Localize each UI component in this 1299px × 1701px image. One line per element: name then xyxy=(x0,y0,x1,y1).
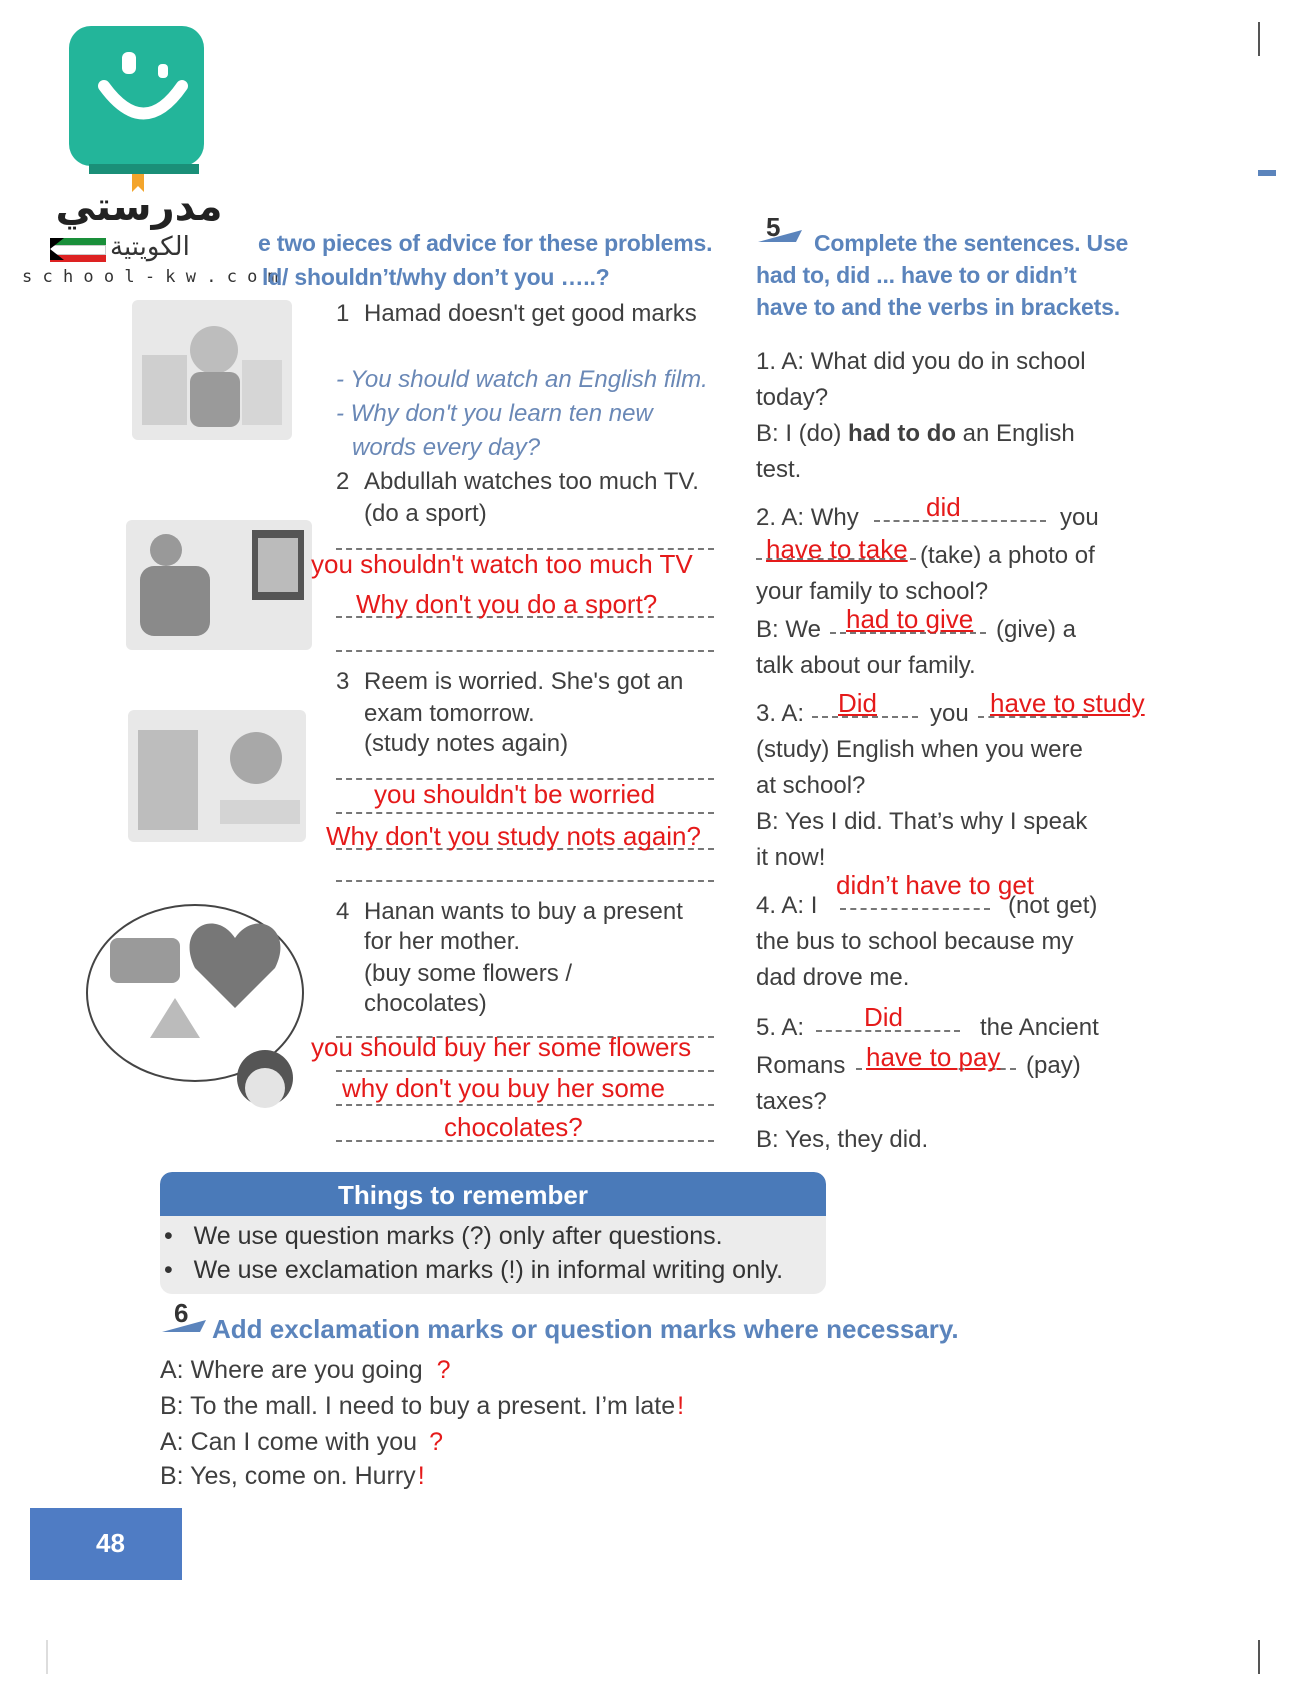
ex4-item2-answer1[interactable]: you shouldn't watch too much TV xyxy=(311,549,693,579)
crop-mark xyxy=(1258,1640,1260,1674)
logo xyxy=(14,24,278,287)
illustration-thought-bubble-gifts xyxy=(80,898,330,1118)
ex5-instruction-1: Complete the sentences. Use xyxy=(814,230,1129,256)
ex5-q2-you: you xyxy=(1060,504,1099,531)
ex5-q4-hint: (not get) xyxy=(1008,892,1098,919)
ex4-item2-answer2[interactable]: Why don't you do a sport? xyxy=(356,589,658,619)
answer-line[interactable] xyxy=(336,1070,714,1072)
ex5-q2-take: (take) a photo of xyxy=(920,542,1095,569)
ex4-item3-text2: exam tomorrow. xyxy=(364,700,535,727)
ex5-q3-a1: 3. A: xyxy=(756,700,805,727)
crop-mark xyxy=(1258,22,1260,56)
ex5-q1-b-bold: had to do xyxy=(848,420,957,447)
ex5-number: 5 xyxy=(766,212,781,242)
ex6-badge xyxy=(160,1300,208,1336)
illustration-boy-tv xyxy=(126,520,312,650)
ex6-line-2-text: B: To the mall. I need to buy a present. I’m late xyxy=(160,1392,676,1420)
remember-bullet-2-text: We use exclamation marks (!) in informal writing only. xyxy=(193,1256,784,1284)
page-number: 48 xyxy=(96,1528,125,1558)
ex5-q5-a3: taxes? xyxy=(756,1088,827,1115)
ex6-line-3 xyxy=(160,1428,443,1457)
ex5-q5-answer2[interactable]: have to pay xyxy=(866,1042,1001,1072)
ex4-item1-example2: - Why don't you learn ten new xyxy=(336,400,653,427)
ex6-instruction: Add exclamation marks or question marks where necessary. xyxy=(212,1314,959,1344)
ex6-line-2-mark[interactable]: ! xyxy=(677,1392,685,1420)
answer-line[interactable] xyxy=(840,908,990,910)
ex4-item1-text: Hamad doesn't get good marks xyxy=(364,300,697,327)
ex5-q4-a1: 4. A: I xyxy=(756,892,818,919)
ex4-instruction-1: e two pieces of advice for these problems. xyxy=(258,230,713,256)
ex6-line-3-text: A: Can I come with you xyxy=(160,1428,418,1456)
ex6-number: 6 xyxy=(174,1298,189,1328)
ex4-item4-answer2[interactable]: why don't you buy her some xyxy=(342,1073,665,1103)
ex4-item3-answer2[interactable]: Why don't you study nots again? xyxy=(326,821,701,851)
ex5-badge xyxy=(756,212,804,246)
ex5-q3-b2: it now! xyxy=(756,844,826,871)
ex5-q1-b xyxy=(756,420,1075,448)
ex6-line-1 xyxy=(160,1356,451,1385)
illustration-stressed-boy xyxy=(132,300,292,440)
remember-title: Things to remember xyxy=(338,1180,588,1210)
ex6-line-2 xyxy=(160,1392,684,1421)
answer-line[interactable] xyxy=(336,880,714,882)
ex6-line-4-text: B: Yes, come on. Hurry xyxy=(160,1462,416,1490)
ex4-item4-text2: for her mother. xyxy=(364,928,521,955)
remember-bullet-1-text: We use question marks (?) only after questions. xyxy=(193,1222,723,1250)
logo-arabic-name: مدرستي xyxy=(55,184,223,230)
ex5-q1-b3: test. xyxy=(756,456,802,483)
ex4-item4-text: Hanan wants to buy a present xyxy=(364,898,683,925)
ex5-q2-answer1[interactable]: did xyxy=(926,492,961,522)
ex4-item4-answer1[interactable]: you should buy her some flowers xyxy=(311,1032,692,1062)
remember-box xyxy=(160,1172,826,1294)
logo-mark xyxy=(14,24,254,194)
ex6-line-1-text: A: Where are you going xyxy=(160,1356,423,1384)
ex4-item1-example3: words every day? xyxy=(352,434,541,461)
ex6-line-4-mark[interactable]: ! xyxy=(417,1462,425,1490)
ex5-q2-answer3[interactable]: had to give xyxy=(846,604,974,634)
ex4-item4-hint: (buy some flowers / xyxy=(364,960,573,987)
ex4-item3-number: 3 xyxy=(336,668,350,695)
ex5-q3-answer1[interactable]: Did xyxy=(838,688,878,718)
ex5-q3-a2: (study) English when you were xyxy=(756,736,1083,763)
illustration-worried-girl xyxy=(128,710,306,842)
ex5-q4-answer1[interactable]: didn’t have to get xyxy=(836,870,1035,900)
ex6-line-3-mark[interactable]: ? xyxy=(429,1428,443,1456)
ex5-q2-b1: B: We xyxy=(756,616,821,643)
ex4-item4-number: 4 xyxy=(336,898,350,925)
remember-bullet-2: • We use exclamation marks (!) in informal writing only. xyxy=(164,1256,784,1284)
ex4-item4-hint2: chocolates) xyxy=(364,990,487,1017)
ex5-q1-b2: an English xyxy=(956,420,1075,447)
ex5-q2-answer2[interactable]: have to take xyxy=(766,534,908,564)
logo-site: s c h o o l - k w . c o m xyxy=(22,267,278,287)
ex5-q5-b1: B: Yes, they did. xyxy=(756,1126,929,1153)
ex5-instruction-3: have to and the verbs in brackets. xyxy=(756,294,1120,320)
ex5-instruction-2: had to, did ... have to or didn’t xyxy=(756,262,1077,288)
ex4-item2-hint: (do a sport) xyxy=(364,500,487,527)
ex5-q3-b1: B: Yes I did. That’s why I speak xyxy=(756,808,1088,835)
ex5-q1-a1: 1. A: What did you do in school xyxy=(756,348,1086,375)
logo-arabic-sub: الكويتية xyxy=(110,232,190,262)
ex5-q2-a3: your family to school? xyxy=(756,578,989,605)
ex4-item2-text: Abdullah watches too much TV. xyxy=(364,468,699,495)
ex4-item3-hint: (study notes again) xyxy=(364,730,569,757)
ex4-instruction-2: ld/ shouldn’t/why don’t you …..? xyxy=(262,264,610,290)
remember-header xyxy=(160,1172,826,1216)
ex4-item4-answer3[interactable]: chocolates? xyxy=(444,1112,583,1142)
ex5-q3-answer2[interactable]: have to study xyxy=(990,688,1145,718)
kuwait-flag-icon xyxy=(50,238,106,260)
answer-line[interactable] xyxy=(336,1104,714,1106)
ex6-line-1-mark[interactable]: ? xyxy=(436,1356,451,1384)
ex5-q4-a3: dad drove me. xyxy=(756,964,910,991)
answer-line[interactable] xyxy=(336,812,714,814)
ex5-q2-b3: talk about our family. xyxy=(756,652,976,679)
ex5-q3-a3: at school? xyxy=(756,772,866,799)
ex5-q1-a2: today? xyxy=(756,384,829,411)
ex5-q5-answer1[interactable]: Did xyxy=(864,1002,904,1032)
ex4-item1-example1: - You should watch an English film. xyxy=(336,366,708,393)
ex4-item3-answer1[interactable]: you shouldn't be worried xyxy=(374,779,656,809)
crop-mark xyxy=(46,1640,48,1674)
ex4-item3-text: Reem is worried. She's got an xyxy=(364,668,684,695)
ex5-q5-a2: Romans xyxy=(756,1052,846,1079)
ex6-line-4 xyxy=(160,1462,425,1491)
remember-bullet-1: • We use question marks (?) only after questions. xyxy=(164,1222,723,1250)
side-tab-marker xyxy=(1258,170,1276,176)
ex4-item2-number: 2 xyxy=(336,468,350,495)
ex5-q2-a1: 2. A: Why xyxy=(756,504,859,531)
answer-line[interactable] xyxy=(336,650,714,652)
page-number-tab xyxy=(30,1508,182,1580)
ex5-q1-b1: B: I (do) xyxy=(756,420,849,447)
ex5-q3-you: you xyxy=(930,700,969,727)
ex5-q5-rest: the Ancient xyxy=(980,1014,1099,1041)
ex5-q5-a1: 5. A: xyxy=(756,1014,805,1041)
ex5-q2-give: (give) a xyxy=(996,616,1077,643)
ex5-q5-pay: (pay) xyxy=(1026,1052,1081,1079)
ex4-item1-number: 1 xyxy=(336,300,350,327)
ex5-q4-a2: the bus to school because my xyxy=(756,928,1074,955)
